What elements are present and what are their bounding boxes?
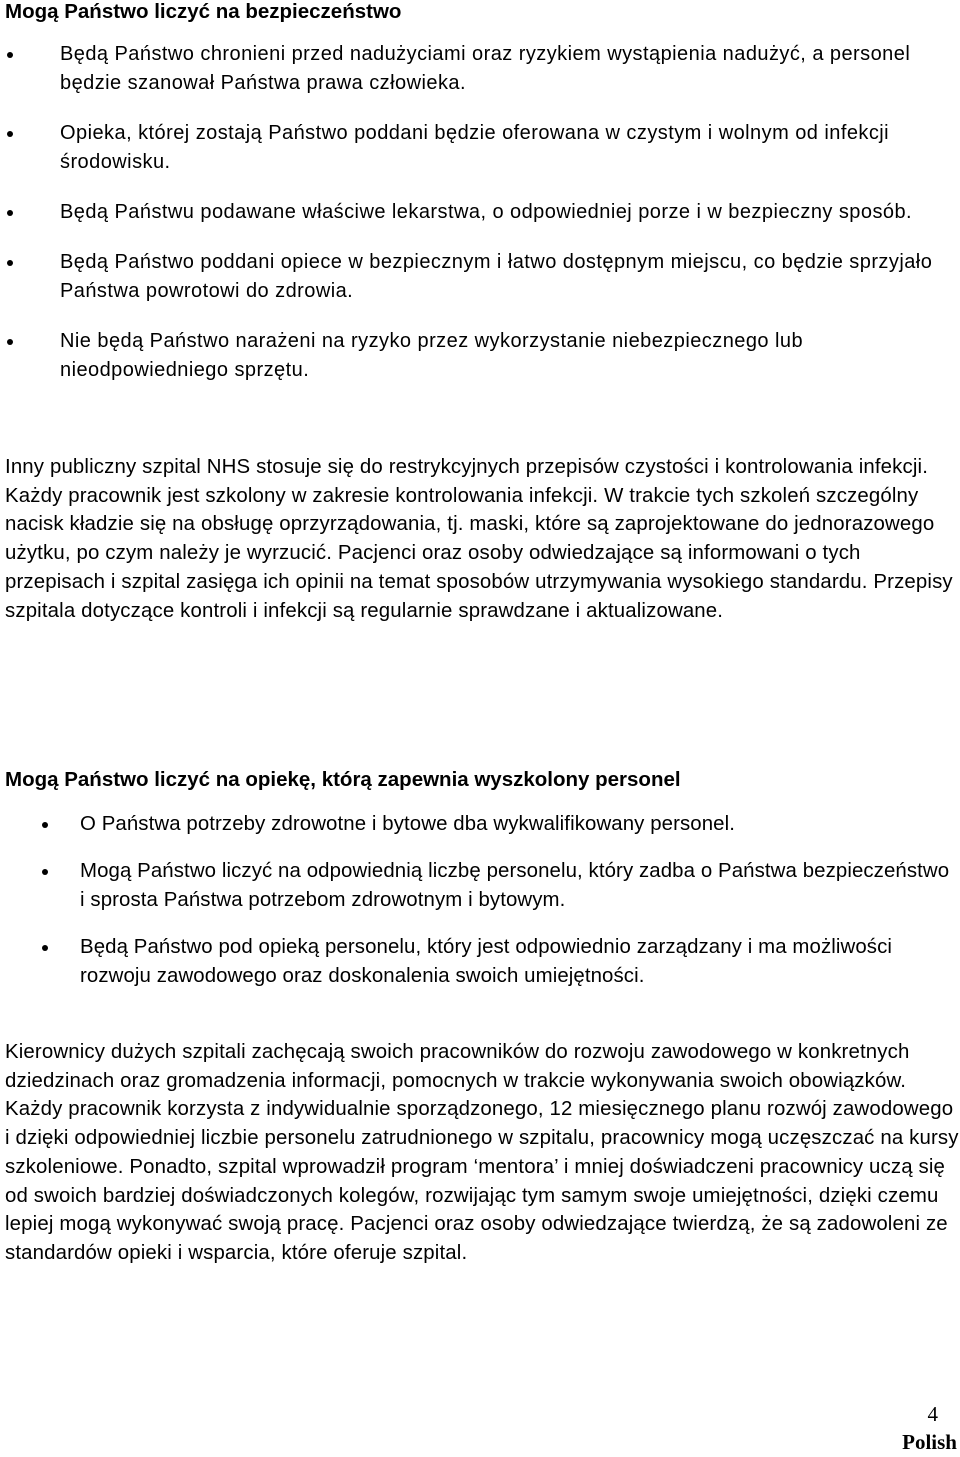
list-item-text: Będą Państwo pod opieką personelu, który jest odpowiednio zarządzany i ma możliwości rozwoju zawodowego oraz doskonalenia swoich umiejętności. [80,936,892,987]
bullet-icon [7,339,13,345]
staff-development-paragraph: Kierownicy dużych szpitali zachęcają swoich pracowników do rozwoju zawodowego w konkretnych dziedzinach oraz gromadzenia informacji, pomocnych w trakcie wykonywania swoich obowiązków. Każdy pracownik korzysta z indywidualnie sporządzonego, 12 miesięcznego planu rozwój zawodowego i dzięki odpowiedniej liczbie personelu zatrudnionego w szpitalu, pracownicy mogą uczęszczać na kursy szkoleniowe. Ponadto, szpital wprowadził program ‘mentora’ i mniej doświadczeni pracownicy uczą się od swoich bardziej doświadczonych kolegów, rozwijając tym samym swoje umiejętności, dzięki czemu lepiej mogą wykonywać swoją pracę. Pacjenci oraz osoby odwiedzające twierdzą, że są zadowoleni ze standardów opieki i wsparcia, które oferuje szpital. [5,1041,959,1264]
list-item-text: Będą Państwo chronieni przed nadużyciami oraz ryzykiem wystąpienia nadużyć, a personel będzie szanował Państwa prawa człowieka. [60,43,911,94]
list-item [60,327,950,385]
list-item-text: Opieka, której zostają Państwo poddani będzie oferowana w czystym i wolnym od infekcji środowisku. [60,122,890,173]
list-item [60,248,950,306]
page-number: 4 [927,1402,938,1426]
list-item [80,857,955,915]
footer-language-label: Polish [902,1430,957,1454]
section-heading-trained-staff: Mogą Państwo liczyć na opiekę, którą zapewnia wyszkolony personel [5,768,681,791]
list-item [60,119,950,177]
list-item [60,198,950,227]
bullet-icon [42,945,48,951]
list-item-text: O Państwa potrzeby zdrowotne i bytowe dba wykwalifikowany personel. [80,813,735,835]
infection-control-paragraph: Inny publiczny szpital NHS stosuje się do restrykcyjnych przepisów czystości i kontrolowania infekcji. Każdy pracownik jest szkolony w zakresie kontrolowania infekcji. W trakcie tych szkoleń szczególny nacisk kładzie się na obsługę oprzyrządowania, tj. maski, które są zaprojektowane do jednorazowego użytku, po czym należy je wyrzucić. Pacjenci oraz osoby odwiedzające są informowani o tych przepisach i szpital zasięga ich opinii na temat sposobów utrzymywania wysokiego standardu. Przepisy szpitala dotyczące kontroli i infekcji są regularnie sprawdzane i aktualizowane. [5,456,953,622]
list-item-text: Będą Państwu podawane właściwe lekarstwa, o odpowiedniej porze i w bezpieczny sposób. [60,201,913,223]
list-item-text: Mogą Państwo liczyć na odpowiednią liczbę personelu, który zadba o Państwa bezpieczeństwo i sprosta Państwa potrzebom zdrowotnym i bytowym. [80,860,950,911]
list-item [60,40,950,98]
staff-bullet-list [80,810,955,1009]
list-item-text: Nie będą Państwo narażeni na ryzyko przez wykorzystanie niebezpiecznego lub nieodpowiedniego sprzętu. [60,330,804,381]
list-item [80,810,955,839]
bullet-icon [42,822,48,828]
list-item [80,933,955,991]
bullet-icon [7,52,13,58]
bullet-icon [7,210,13,216]
bullet-icon [7,260,13,266]
list-item-text: Będą Państwo poddani opiece w bezpiecznym i łatwo dostępnym miejscu, co będzie sprzyjało Państwa powrotowi do zdrowia. [60,251,933,302]
section-heading-safety: Mogą Państwo liczyć na bezpieczeństwo [5,0,402,23]
bullet-icon [7,131,13,137]
bullet-icon [42,869,48,875]
safety-bullet-list [60,40,950,406]
